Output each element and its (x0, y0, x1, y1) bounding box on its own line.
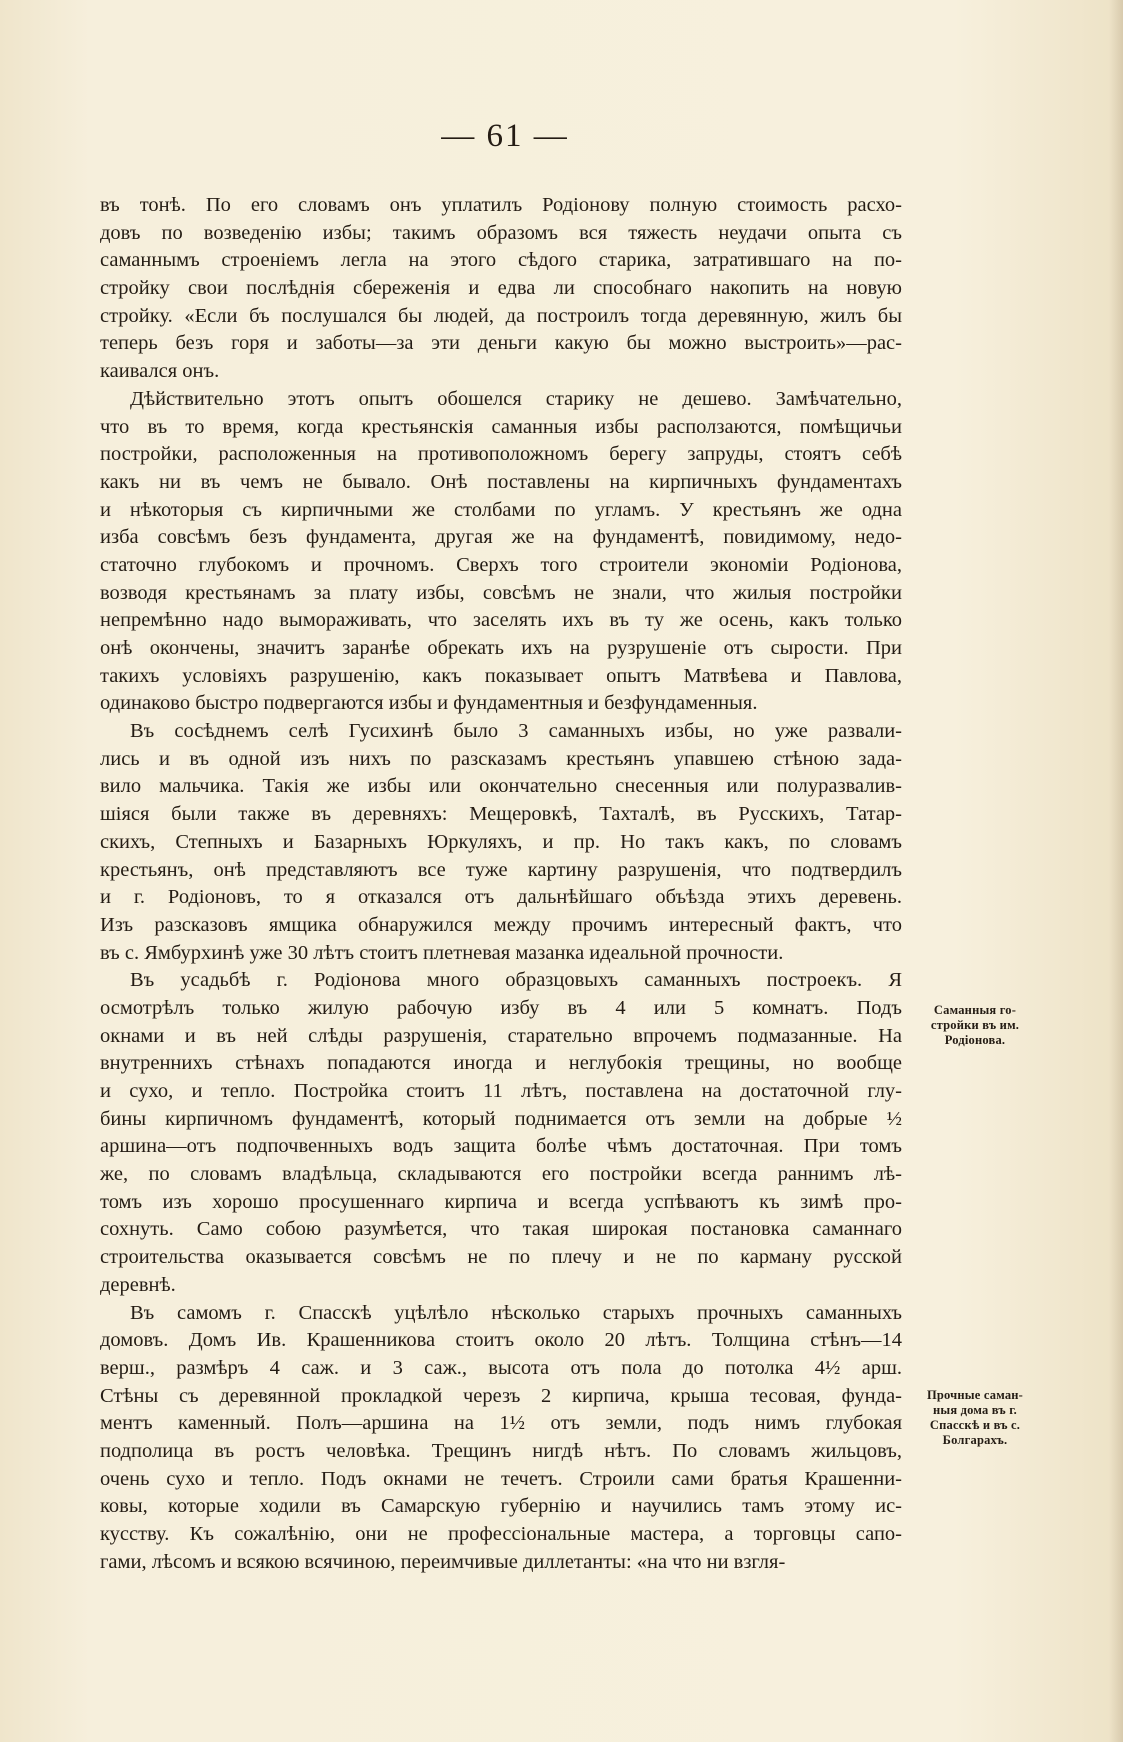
text-line: ковы, которые ходили въ Самарскую губернію и научились тамъ этому ис- (100, 1495, 902, 1518)
text-line: одинаково быстро подвергаются избы и фундаментныя и безфундаменныя. (100, 692, 758, 715)
text-line: шіяся были также въ деревняхъ: Мещеровкѣ, Тахталѣ, въ Русскихъ, Татар- (100, 803, 902, 826)
text-line: домовъ. Домъ Ив. Крашенникова стоитъ около 20 лѣтъ. Толщина стѣнъ—14 (100, 1329, 902, 1352)
text-line: окнами и въ ней слѣды разрушенія, старательно впрочемъ подмазанные. На (100, 1024, 902, 1047)
text-line: верш., размѣръ 4 саж. и 3 саж., высота отъ пола до потолка 4½ арш. (100, 1356, 902, 1379)
margin-note-1 (905, 1003, 1045, 1048)
text-line: Изъ разсказовъ ямщика обнаружился между прочимъ интересный фактъ, что (100, 913, 902, 936)
text-line: стройку свои послѣднія сбереженія и едва ли способнаго накопить на новую (100, 277, 902, 300)
text-line: изба совсѣмъ безъ фундамента, другая же на фундаментѣ, повидимому, недо- (100, 526, 902, 549)
text-line: каивался онъ. (100, 360, 220, 383)
text-line: внутреннихъ стѣнахъ попадаются иногда и неглубокія трещины, но вообще (100, 1052, 902, 1075)
text-line: кусству. Къ сожалѣнію, они не профессіональные мастера, а торговцы сапо- (100, 1523, 902, 1545)
margin-note-line: Спасскѣ и въ с. (929, 1418, 1021, 1432)
text-line: подполица въ ростъ человѣка. Трещинъ нигдѣ нѣтъ. По словамъ жильцовъ, (100, 1439, 902, 1462)
text-line: теперь безъ горя и заботы—за эти деньги какую бы можно выстроить»—рас- (100, 332, 902, 355)
text-line: гами, лѣсомъ и всякою всячиною, переимчивые диллетанты: «на что ни взгля- (100, 1550, 786, 1573)
text-line: деревнѣ. (100, 1273, 176, 1296)
margin-note-line: Саманныя го- (933, 1003, 1017, 1017)
text-line: вило мальчика. Такія же избы или окончательно снесенныя или полуразвалив- (100, 775, 902, 798)
text-line: сохнуть. Само собою разумѣется, что такая широкая постановка саманнаго (100, 1218, 902, 1241)
body-text (100, 192, 902, 1576)
text-line: Дѣйствительно этотъ опытъ обошелся старику не дешево. Замѣчательно, (130, 387, 902, 410)
text-line: очень сухо и тепло. Подъ окнами не течетъ. Строили сами братья Крашенни- (100, 1467, 902, 1490)
margin-note-line: Болгарахъ. (942, 1433, 1008, 1447)
margin-note-line: ныя дома въ г. (932, 1403, 1018, 1417)
text-line: какъ ни въ чемъ не бывало. Онѣ поставлены на кирпичныхъ фундаментахъ (100, 470, 902, 493)
text-line: Въ сосѣднемъ селѣ Гусихинѣ было 3 саманныхъ избы, но уже развали- (130, 720, 902, 743)
margin-note-line: Прочные саман- (926, 1388, 1024, 1402)
text-line: бины кирпичномъ фундаментѣ, который поднимается отъ земли на добрые ½ (100, 1107, 902, 1130)
text-line: Въ самомъ г. Спасскѣ уцѣлѣло нѣсколько старыхъ прочныхъ саманныхъ (130, 1301, 902, 1324)
paragraph (100, 967, 902, 1299)
text-line: и нѣкоторыя съ кирпичными же столбами по угламъ. У крестьянъ же одна (100, 498, 902, 521)
page-number: — 61 — (441, 118, 569, 154)
text-line: Въ усадьбѣ г. Родіонова много образцовыхъ саманныхъ построекъ. Я (130, 969, 902, 992)
text-line: и сухо, и тепло. Постройка стоитъ 11 лѣтъ, поставлена на достаточной глу- (100, 1080, 902, 1102)
text-line: статочно глубокомъ и прочномъ. Сверхъ того строители экономіи Родіонова, (100, 553, 902, 576)
text-line: ментъ каменный. Полъ—аршина на 1½ отъ земли, подъ нимъ глубокая (100, 1412, 902, 1435)
text-line: Стѣны съ деревянной прокладкой черезъ 2 кирпича, крыша тесовая, фунда- (100, 1384, 902, 1407)
text-line: возводя крестьянамъ за плату избы, совсѣмъ не знали, что жилыя постройки (100, 581, 902, 604)
text-line: въ с. Ямбурхинѣ уже 30 лѣтъ стоитъ плетневая мазанка идеальной прочности. (100, 941, 784, 964)
text-line: такихъ условіяхъ разрушенію, какъ показывает опытъ Матвѣева и Павлова, (100, 664, 902, 687)
margin-note-line: стройки въ им. (930, 1018, 1020, 1032)
paragraph (100, 718, 902, 967)
text-line: и г. Родіоновъ, то я отказался отъ дальнѣйшаго объѣзда этихъ деревень. (100, 886, 902, 909)
text-line: осмотрѣлъ только жилую рабочую избу въ 4 или 5 комнатъ. Подъ (100, 996, 902, 1019)
text-line: саманнымъ строеніемъ легла на этого сѣдого старика, затратившаго на по- (100, 249, 902, 272)
text-line: строительства оказывается совсѣмъ не по плечу и не по карману русской (100, 1246, 902, 1269)
text-line: же, по словамъ владѣльца, складываются его постройки всегда раннимъ лѣ- (100, 1163, 902, 1186)
paragraph (100, 1300, 902, 1577)
text-line: онѣ окончены, значитъ заранѣе обрекать ихъ на рузрушеніе отъ сырости. При (100, 637, 902, 659)
paragraph (100, 386, 902, 718)
text-line: томъ изъ хорошо просушеннаго кирпича и всегда успѣваютъ къ зимѣ про- (100, 1190, 902, 1213)
text-line: стройку. «Если бъ послушался бы людей, да построилъ тогда деревянную, жилъ бы (100, 304, 902, 327)
text-line: крестьянъ, онѣ представляютъ все туже картину разрушенія, что подтвердилъ (100, 858, 902, 881)
paragraph (100, 192, 902, 386)
text-line: въ тонѣ. По его словамъ онъ уплатилъ Родіонову полную стоимость расхо- (100, 194, 902, 216)
text-line: непремѣнно надо вымораживать, что заселять ихъ въ ту же осень, какъ только (100, 609, 902, 632)
text-line: скихъ, Степныхъ и Базарныхъ Юркуляхъ, и пр. Но такъ какъ, по словамъ (100, 830, 902, 853)
margin-note-line: Родіонова. (944, 1033, 1006, 1047)
text-line: лись и въ одной изъ нихъ по разсказамъ крестьянъ упавшею стѣною зада- (100, 747, 902, 770)
text-line: что въ то время, когда крестьянскія саманныя избы расползаются, помѣщичьи (100, 415, 902, 438)
text-line: довъ по возведенію избы; такимъ образомъ вся тяжесть неудачи опыта съ (100, 221, 902, 244)
text-line: постройки, расположенныя на противоположномъ берегу запруды, стоятъ себѣ (100, 443, 902, 466)
text-line: аршина—отъ подпочвенныхъ водъ защита болѣе чѣмъ достаточная. При томъ (100, 1135, 902, 1158)
margin-note-2 (905, 1388, 1045, 1448)
page-edge-shadow (1109, 0, 1123, 1742)
